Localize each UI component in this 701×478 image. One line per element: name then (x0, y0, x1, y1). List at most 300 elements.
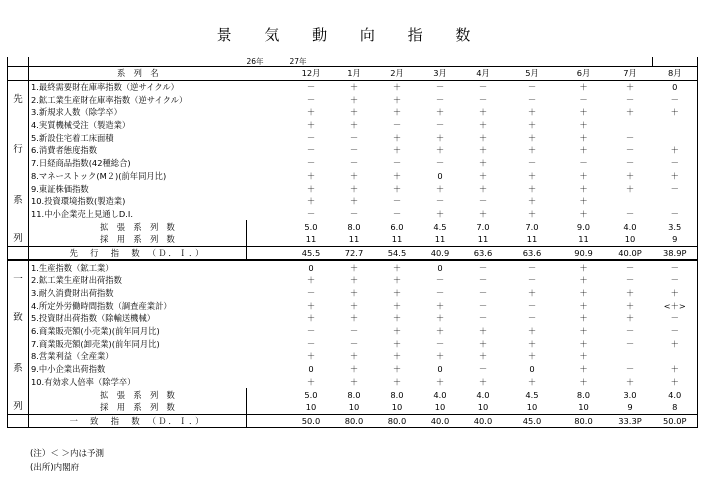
cell-value: ＋ (392, 376, 402, 387)
adopt-value: 10 (624, 234, 636, 245)
cell-value: － (349, 132, 359, 143)
cell-value: ＋ (579, 300, 588, 311)
cell-value: ＋ (392, 288, 402, 299)
cell-value: － (349, 208, 359, 219)
expand-value: 3.5 (668, 221, 682, 232)
cell-value: ＋ (333, 260, 376, 274)
di-value: 45.5 (290, 246, 333, 260)
table-row (8, 274, 698, 287)
cell-value: ＋ (527, 170, 537, 181)
cell-value: ＋ (625, 170, 635, 181)
cell-value: － (392, 120, 402, 131)
cell-value: ＋ (306, 351, 316, 362)
header-group-spacer (8, 67, 29, 81)
adopt-value: 11 (578, 234, 589, 245)
cell-value: － (625, 275, 635, 286)
cell-value: ＋ (435, 145, 445, 156)
series-name: 3.耐久消費財出荷指数 (31, 288, 114, 299)
di-value: 63.6 (462, 246, 505, 260)
cell-value (608, 195, 653, 208)
table-row (8, 106, 698, 119)
cell-value: ＋ (670, 338, 679, 349)
cell-value: － (435, 94, 445, 105)
cell-value (608, 119, 653, 132)
cell-value: ＋ (392, 275, 402, 286)
table-row (8, 182, 698, 195)
cell-value: － (478, 288, 488, 299)
series-name: 3.新規求人数（除学卒） (31, 107, 122, 118)
cell-value: － (306, 288, 316, 299)
cell-value: ＋ (435, 208, 445, 219)
cell-value: ＋ (435, 313, 445, 324)
cell-value: － (306, 326, 316, 337)
series-name: 9.東証株価指数 (31, 183, 89, 194)
cell-value: ＋ (478, 183, 488, 194)
cell-value: － (392, 196, 402, 207)
cell-value: ＋ (527, 145, 537, 156)
business-conditions-table (7, 57, 698, 428)
cell-value: 0 (419, 260, 462, 274)
di-value: 38.9P (653, 246, 698, 260)
di-value: 80.0 (376, 414, 419, 428)
cell-value: － (392, 208, 402, 219)
group-label (8, 325, 29, 338)
series-name: 2.鉱工業生産財出荷指数 (31, 275, 122, 286)
cell-value: ＋ (560, 260, 608, 274)
cell-value: ＋ (349, 275, 359, 286)
cell-value: ＋ (527, 208, 537, 219)
cell-value: ＋ (392, 326, 402, 337)
group-label (8, 131, 29, 144)
cell-value: ＋ (579, 313, 588, 324)
group-label (8, 80, 29, 93)
cell-value: － (349, 158, 359, 169)
expand-value: 3.0 (623, 389, 637, 400)
expand-value: 5.0 (304, 389, 318, 400)
cell-value: － (306, 208, 316, 219)
cell-value: ＋ (392, 170, 402, 181)
cell-value: － (670, 183, 679, 194)
adopt-label: 採 用 系 列 数 (29, 401, 247, 414)
di-label: 先 行 指 数 （Ｄ．Ｉ．） (29, 246, 247, 260)
cell-value: ＋ (670, 376, 679, 387)
cell-value (653, 131, 698, 144)
cell-value: ＋ (392, 313, 402, 324)
cell-value: ＋ (333, 80, 376, 93)
expand-value: 7.0 (525, 221, 539, 232)
series-name: 1.生産指数（鉱工業） (29, 260, 247, 274)
expand-value: 4.0 (623, 221, 637, 232)
cell-value: － (527, 313, 537, 324)
cell-value: 0 (308, 364, 314, 375)
expand-row (8, 388, 698, 401)
adopt-value: 11 (526, 234, 538, 245)
cell-value: － (435, 158, 445, 169)
series-name: 6.商業販売額(小売業)(前年同月比) (31, 326, 160, 337)
month-header: 2月 (376, 67, 419, 81)
cell-value: － (392, 158, 402, 169)
adopt-value: 10 (578, 402, 589, 413)
di-value: 40.0P (608, 246, 653, 260)
cell-value: ＋ (478, 170, 488, 181)
adopt-value: 10 (526, 402, 538, 413)
cell-value: － (290, 80, 333, 93)
year-spacer (8, 57, 29, 67)
page-title: 景 気 動 向 指 数 (216, 26, 485, 44)
cell-value: ＋ (579, 338, 588, 349)
month-header: 4月 (462, 67, 505, 81)
cell-value: ＋ (376, 260, 419, 274)
group-label: 一 (8, 274, 29, 287)
adopt-label: 採 用 系 列 数 (29, 233, 247, 246)
group-label (8, 260, 29, 274)
cell-value: ＋ (579, 120, 588, 131)
cell-value: ＋ (392, 338, 402, 349)
cell-value: － (349, 338, 359, 349)
series-name: 11.中小企業売上見通しD.I. (31, 208, 133, 219)
month-header: 3月 (419, 67, 462, 81)
cell-value: ＋ (625, 288, 635, 299)
cell-value: 0 (290, 260, 333, 274)
cell-value: － (625, 94, 635, 105)
cell-value: ＋ (579, 288, 588, 299)
series-name: 8.マネーストック(M２)(前年同月比) (31, 170, 167, 181)
cell-value: ＋ (527, 338, 537, 349)
cell-value: － (527, 275, 537, 286)
adopt-value: 11 (348, 234, 360, 245)
cell-value: ＋ (560, 80, 608, 93)
adopt-value: 11 (305, 234, 317, 245)
table-row (8, 376, 698, 389)
group-label: 致 (8, 312, 29, 325)
cell-value: ＋ (478, 158, 488, 169)
cell-value: ＋ (349, 120, 359, 131)
group-label: 系 (8, 195, 29, 208)
year-row (8, 57, 698, 67)
cell-value: ＋ (670, 170, 679, 181)
group-label: 列 (8, 233, 29, 246)
cell-value: － (435, 120, 445, 131)
cell-value: － (435, 196, 445, 207)
cell-value: － (306, 338, 316, 349)
cell-value: ＋ (306, 170, 316, 181)
adopt-value: 11 (391, 234, 403, 245)
cell-value: ＋ (625, 313, 635, 324)
cell-value: ＋ (527, 196, 537, 207)
cell-value: － (435, 338, 445, 349)
table-row (8, 80, 698, 93)
cell-value: ＋ (392, 300, 402, 311)
group-label (8, 220, 29, 233)
note-source: (出所)内閣府 (30, 463, 80, 473)
group-label (8, 388, 29, 401)
cell-value: － (579, 94, 588, 105)
cell-value: － (349, 145, 359, 156)
group-label (8, 106, 29, 119)
expand-value: 4.5 (433, 221, 447, 232)
adopt-row (8, 401, 698, 414)
cell-value: ＋ (579, 208, 588, 219)
cell-value: ＋ (392, 94, 402, 105)
adopt-row (8, 233, 698, 246)
cell-value: ＋ (670, 364, 679, 375)
cell-value: ＋ (392, 364, 402, 375)
di-value: 72.7 (333, 246, 376, 260)
cell-value: ＋ (579, 376, 588, 387)
cell-value: ＋ (579, 364, 588, 375)
series-name: 7.日経商品指数(42種総合) (31, 158, 131, 169)
cell-value: ＋ (306, 376, 316, 387)
year-label-27: 27年 (289, 57, 307, 66)
cell-value: ＋ (579, 275, 588, 286)
di-value: 80.0 (560, 414, 608, 428)
cell-value: ＋ (392, 145, 402, 156)
adopt-value: 10 (305, 402, 317, 413)
cell-value: － (527, 94, 537, 105)
cell-value: ＋ (670, 288, 679, 299)
cell-value: － (462, 80, 505, 93)
cell-value: ＋ (435, 183, 445, 194)
di-value: 63.6 (505, 246, 560, 260)
table-row (8, 131, 698, 144)
cell-value: ＋ (392, 183, 402, 194)
cell-value (653, 350, 698, 363)
cell-value: － (478, 94, 488, 105)
cell-value: ＋ (608, 80, 653, 93)
cell-value: 0 (437, 364, 443, 375)
cell-value: ＋ (306, 275, 316, 286)
adopt-value: 10 (348, 402, 360, 413)
cell-value: － (478, 300, 488, 311)
series-name: 8.営業利益（全産業） (31, 351, 114, 362)
cell-value: ＋ (478, 145, 488, 156)
expand-value: 8.0 (576, 389, 591, 400)
cell-value: － (435, 275, 445, 286)
di-value: 50.0 (290, 414, 333, 428)
cell-value: ＋ (392, 132, 402, 143)
cell-value: － (435, 288, 445, 299)
month-header: 1月 (333, 67, 376, 81)
group-label (8, 376, 29, 389)
cell-value: ＋ (376, 80, 419, 93)
group-label (8, 337, 29, 350)
cell-value: － (625, 326, 635, 337)
cell-value: ＋ (478, 351, 488, 362)
cell-value: ＋ (435, 107, 445, 118)
cell-value: ＋ (478, 338, 488, 349)
cell-value: 0 (653, 80, 698, 93)
group-label (8, 157, 29, 170)
group-label: 列 (8, 401, 29, 414)
series-name-header: 系 列 名 (29, 67, 247, 81)
di-row (8, 414, 698, 428)
cell-value: ＋ (579, 196, 588, 207)
table-row (8, 363, 698, 376)
cell-value: － (419, 80, 462, 93)
cell-value (653, 195, 698, 208)
cell-value: ＋ (478, 120, 488, 131)
cell-value: － (625, 364, 635, 375)
cell-value: ＋ (579, 351, 588, 362)
di-value: 40.9 (419, 246, 462, 260)
expand-value: 6.0 (390, 221, 404, 232)
cell-value: － (579, 158, 588, 169)
cell-value: ＋ (349, 376, 359, 387)
cell-value (608, 350, 653, 363)
cell-value: ＋ (349, 288, 359, 299)
table-row (8, 157, 698, 170)
cell-value: ＋ (579, 326, 588, 337)
year-label-26: 26年 (246, 57, 264, 66)
table-row (8, 350, 698, 363)
cell-value: ＋ (435, 132, 445, 143)
cell-value: － (670, 158, 679, 169)
cell-value: ＋ (478, 107, 488, 118)
cell-value: 0 (529, 364, 535, 375)
cell-value: － (670, 208, 679, 219)
group-label (8, 350, 29, 363)
table-row (8, 287, 698, 300)
cell-value: ＋ (392, 351, 402, 362)
cell-value: － (670, 94, 679, 105)
di-value: 33.3P (608, 414, 653, 428)
cell-value: － (625, 158, 635, 169)
expand-value: 7.0 (476, 221, 490, 232)
cell-value: ＋ (349, 351, 359, 362)
adopt-value: 9 (627, 402, 633, 413)
cell-value: － (306, 132, 316, 143)
cell-value: ＋ (478, 326, 488, 337)
di-value: 54.5 (376, 246, 419, 260)
cell-value: － (608, 260, 653, 274)
cell-value: ＋ (435, 376, 445, 387)
group-label: 行 (8, 144, 29, 157)
cell-value: ＋ (527, 120, 537, 131)
table-row (8, 170, 698, 183)
table-row (8, 195, 698, 208)
expand-value: 4.5 (525, 389, 539, 400)
group-label: 系 (8, 363, 29, 376)
expand-label: 拡 張 系 列 数 (29, 388, 247, 401)
cell-value: ＋ (306, 120, 316, 131)
cell-value: ＋ (349, 94, 359, 105)
expand-value: 9.0 (576, 221, 591, 232)
adopt-value: 8 (672, 402, 678, 413)
di-value: 80.0 (333, 414, 376, 428)
cell-value: ＋ (349, 313, 359, 324)
di-value: 40.0 (462, 414, 505, 428)
series-name: 10.投資環境指数(製造業) (31, 196, 126, 207)
cell-value: ＋ (435, 351, 445, 362)
expand-value: 4.0 (668, 389, 682, 400)
month-header: 8月 (653, 67, 698, 81)
table-row (8, 93, 698, 106)
cell-value: ＋ (349, 300, 359, 311)
adopt-value: 10 (391, 402, 403, 413)
cell-value: ＋ (478, 208, 488, 219)
year-spacer (29, 57, 247, 67)
expand-value: 4.0 (433, 389, 447, 400)
cell-value: ＋ (579, 145, 588, 156)
cell-value: <＋> (663, 300, 686, 311)
cell-value: ＋ (478, 132, 488, 143)
cell-value: － (306, 94, 316, 105)
cell-value: ＋ (527, 183, 537, 194)
cell-value: － (478, 196, 488, 207)
table-row (8, 208, 698, 221)
table-row (8, 260, 698, 274)
adopt-value: 10 (434, 402, 446, 413)
series-name: 6.消費者態度指数 (31, 145, 97, 156)
cell-value: ＋ (625, 107, 635, 118)
adopt-value: 11 (434, 234, 446, 245)
table-row (8, 299, 698, 312)
expand-value: 4.0 (476, 389, 490, 400)
month-header: 7月 (608, 67, 653, 81)
di-value: 45.0 (505, 414, 560, 428)
cell-value: － (670, 326, 679, 337)
cell-value: ＋ (349, 107, 359, 118)
cell-value: ＋ (527, 132, 537, 143)
cell-value: ＋ (579, 170, 588, 181)
series-name: 2.鉱工業生産財在庫率指数（逆サイクル） (31, 94, 188, 105)
cell-value: ＋ (625, 183, 635, 194)
cell-value: ＋ (349, 196, 359, 207)
group-label (8, 182, 29, 195)
group-label (8, 208, 29, 221)
cell-value: ＋ (527, 288, 537, 299)
cell-value: － (625, 208, 635, 219)
cell-value: ＋ (435, 326, 445, 337)
cell-value: ＋ (527, 376, 537, 387)
adopt-value: 10 (477, 402, 489, 413)
series-name: 4.実質機械受注（製造業） (31, 120, 131, 131)
cell-value: ＋ (349, 364, 359, 375)
note-forecast: (注）＜ ＞内は予測 (30, 449, 105, 459)
cell-value: ＋ (306, 196, 316, 207)
cell-value: － (505, 80, 560, 93)
cell-value: ＋ (435, 300, 445, 311)
series-name: 1.最終需要財在庫率指数（逆サイクル） (29, 80, 247, 93)
cell-value: 0 (437, 170, 443, 181)
cell-value: ＋ (670, 107, 679, 118)
cell-value: － (527, 158, 537, 169)
expand-row (8, 220, 698, 233)
cell-value: ＋ (625, 376, 635, 387)
table-row (8, 144, 698, 157)
cell-value: ＋ (527, 107, 537, 118)
table-row (8, 325, 698, 338)
di-value: 90.9 (560, 246, 608, 260)
cell-value: ＋ (349, 183, 359, 194)
cell-value: ＋ (527, 326, 537, 337)
expand-value: 5.0 (304, 221, 318, 232)
cell-value: － (653, 260, 698, 274)
cell-value: － (349, 326, 359, 337)
cell-value: ＋ (670, 145, 679, 156)
cell-value: － (306, 145, 316, 156)
cell-value: ＋ (478, 376, 488, 387)
cell-value: ＋ (527, 351, 537, 362)
cell-value: － (462, 260, 505, 274)
cell-value: － (527, 300, 537, 311)
expand-value: 8.0 (347, 221, 361, 232)
month-header: 5月 (505, 67, 560, 81)
group-label (8, 287, 29, 300)
series-name: 5.新設住宅着工床面積 (31, 132, 114, 143)
di-value: 40.0 (419, 414, 462, 428)
series-name: 9.中小企業出荷指数 (31, 364, 106, 375)
